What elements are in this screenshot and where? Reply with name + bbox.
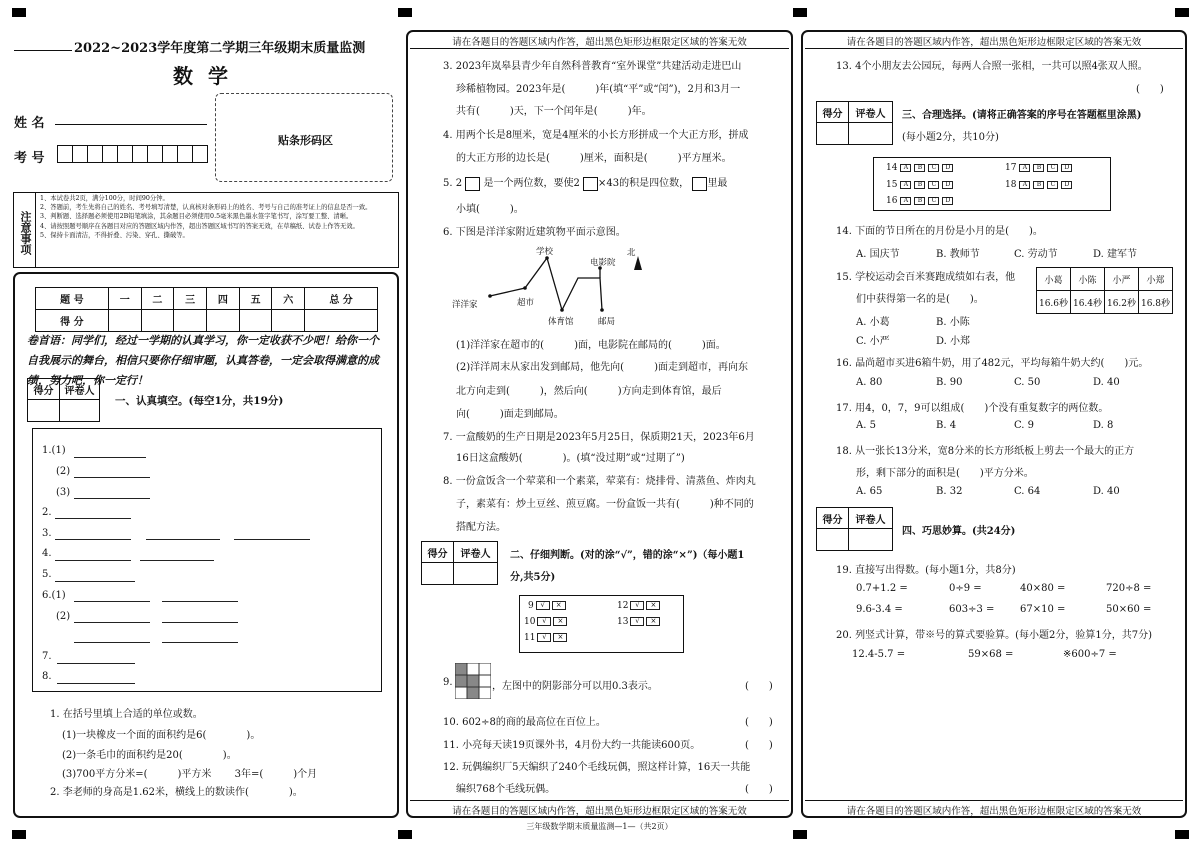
score-row-label: 得 分: [36, 310, 109, 332]
choice-option[interactable]: D: [942, 197, 953, 205]
choice-option[interactable]: C: [928, 181, 939, 189]
question-text: 子，素菜有：炒土豆丝、煎豆腐。一份盒饭一共有( )种不同的: [456, 499, 754, 510]
grader-cell[interactable]: [28, 400, 60, 422]
race-table: [1036, 267, 1173, 314]
section-3-title: 三、合理选择。(请将正确答案的序号在答题框里涂黑): [902, 110, 1142, 121]
grader-score-label: 得分: [28, 379, 60, 400]
grader-box: [816, 507, 893, 551]
question-text: 16. 晶尚超市买进6箱牛奶，用了482元，平均每箱牛奶大约( )元。: [836, 358, 1149, 369]
question-text: (1)洋洋家在超市的( )面，电影院在邮局的( )面。: [456, 340, 726, 351]
judge-row: [524, 633, 567, 643]
answer-line[interactable]: [55, 539, 131, 540]
grader-score-label: 得分: [817, 508, 849, 529]
notice-label: 注意事项: [14, 193, 36, 267]
answer-label: 4.: [42, 548, 52, 559]
question-text: 11. 小亮每天读19页课外书，4月份大约一共能读600页。: [443, 740, 701, 751]
score-head: 总 分: [305, 288, 378, 310]
check-option[interactable]: √: [537, 633, 551, 642]
calc-item: 40×80 =: [1020, 583, 1066, 594]
question-text: 18. 从一张长13分米，宽8分米的长方形纸板上剪去一个最大的正方: [836, 446, 1135, 457]
calc-item: 0÷9 =: [949, 583, 982, 594]
question-text: 4. 用两个长是8厘米，宽是4厘米的小长方形拼成一个大正方形，拼成: [443, 130, 749, 141]
answer-line[interactable]: [57, 683, 135, 684]
section-4-title: 四、巧思妙算。(共24分): [902, 526, 1016, 537]
score-head: 四: [206, 288, 239, 310]
judge-num: 13: [617, 617, 629, 627]
divider: [410, 48, 789, 49]
divider: [805, 48, 1183, 49]
warning-text: 请在各题目的答题区域内作答，超出黑色矩形边框限定区域的答案无效: [846, 806, 1142, 817]
answer-line[interactable]: [74, 477, 150, 478]
notice-item: 1、本试卷共2页，满分100分，时间90分钟。: [40, 195, 169, 202]
id-boxes[interactable]: [57, 145, 208, 163]
option-text: C. 劳动节: [1014, 249, 1058, 260]
question-text: 3. 2023年岚皋县青少年自然科普教育“室外课堂”共建活动走进巴山: [443, 61, 742, 72]
choice-option[interactable]: A: [900, 197, 911, 205]
name-label: 姓 名: [14, 116, 45, 131]
calc-item: 67×10 =: [1020, 604, 1066, 615]
question-text: (1)一块橡皮一个面的面积约是6( )。: [62, 730, 261, 741]
grid-figure: [455, 663, 491, 699]
answer-label: 6.(1): [42, 590, 66, 601]
registration-mark: [1175, 8, 1189, 17]
cross-option[interactable]: ×: [552, 601, 566, 610]
question-text: 搭配方法。: [456, 522, 506, 533]
grader-person-label: 评卷人: [454, 542, 498, 563]
choice-option[interactable]: B: [914, 197, 925, 205]
answer-paren[interactable]: ( ): [745, 717, 773, 728]
choice-option[interactable]: A: [1019, 164, 1030, 172]
answer-line[interactable]: [234, 539, 310, 540]
grader-cell[interactable]: [817, 123, 849, 145]
question-text: 6. 下图是洋洋家附近建筑物平面示意图。: [443, 227, 626, 238]
race-time: 16.6秒: [1037, 291, 1071, 314]
registration-mark: [12, 8, 26, 17]
cross-option[interactable]: ×: [646, 601, 660, 610]
option-text: B. 32: [936, 486, 963, 497]
notice-item: 3、判断题、选择题必须使用2B铅笔填涂，其余题目必须使用0.5毫米黑色墨水签字笔书写，涂写要工整、清晰。: [40, 213, 353, 221]
q5-part: 里最: [707, 178, 728, 189]
answer-line[interactable]: [140, 560, 214, 561]
score-head: 五: [239, 288, 272, 310]
option-text: B. 90: [936, 377, 963, 388]
grader-box: [27, 378, 100, 422]
option-text: D. 小郑: [936, 336, 971, 347]
answer-paren[interactable]: ( ): [745, 740, 773, 751]
calc-item: 9.6-3.4 =: [856, 604, 903, 615]
choice-num: 17: [1005, 163, 1017, 173]
calc-item: 720÷8 =: [1106, 583, 1152, 594]
option-text: D. 8: [1093, 420, 1114, 431]
warning-text: 请在各题目的答题区域内作答，超出黑色矩形边框限定区域的答案无效: [452, 37, 747, 48]
judge-row: [617, 601, 660, 611]
question-text: 20. 列竖式计算，带※号的算式要验算。(每小题2分，验算1分，共7分): [836, 630, 1152, 641]
answer-line[interactable]: [55, 560, 131, 561]
registration-mark: [12, 830, 26, 839]
option-text: D. 建军节: [1093, 249, 1138, 260]
notice-item: 4、请按照题号顺序在各题目对应的答题区域内作答，超出答题区域书写的答案无效，在草稿纸、试卷上作答无效。: [40, 222, 359, 230]
calc-item: 0.7+1.2 =: [856, 583, 908, 594]
question-text: 9.: [443, 677, 453, 688]
answer-line[interactable]: [74, 642, 150, 643]
choice-option[interactable]: A: [900, 164, 911, 172]
option-text: B. 教师节: [936, 249, 980, 260]
grader-score-label: 得分: [422, 542, 454, 563]
choice-num: 16: [886, 196, 898, 206]
score-cell[interactable]: [305, 310, 378, 332]
choice-option[interactable]: D: [942, 181, 953, 189]
answer-paren[interactable]: ( ): [745, 681, 773, 692]
map-label-gym: 体育馆: [548, 317, 574, 327]
cross-option[interactable]: ×: [646, 617, 660, 626]
choice-row: [886, 196, 953, 206]
question-text: 16日这盒酸奶( )。(填“没过期”或“过期了”): [456, 453, 685, 464]
question-text: 的大正方形的边长是( )厘米，面积是( )平方厘米。: [456, 153, 732, 164]
q5-part: 是一个两位数，要使2: [483, 178, 580, 189]
judge-row: [524, 617, 567, 627]
option-text: C. 50: [1014, 377, 1041, 388]
page-footer: 三年级数学期末质量监测—1—（共2页）: [526, 822, 673, 831]
map-label-post: 邮局: [598, 317, 616, 327]
score-table: [35, 287, 378, 332]
question-text: 向( )面走到邮局。: [456, 409, 564, 420]
score-cell[interactable]: [141, 310, 174, 332]
registration-mark: [1175, 830, 1189, 839]
option-text: A. 65: [856, 486, 883, 497]
answer-label: (2): [56, 611, 71, 622]
barcode-label: 贴条形码区: [278, 134, 333, 147]
q5-part: 5. 2: [443, 178, 463, 189]
question-text: (3)700平方分米=( )平方米 3年=( )个月: [62, 769, 318, 780]
judge-row: [528, 601, 566, 611]
map-label-north: 北: [627, 248, 636, 258]
choice-num: 18: [1005, 180, 1017, 190]
score-head: 一: [108, 288, 141, 310]
grader-cell[interactable]: [849, 123, 893, 145]
section-1-title: 一、认真填空。(每空1分，共19分): [115, 395, 284, 407]
judge-num: 11: [524, 633, 536, 643]
answer-label: (3): [56, 487, 71, 498]
question-text: 共有( )天，下一个闰年是( )年。: [456, 106, 652, 117]
option-text: A. 小葛: [856, 317, 890, 328]
calc-item: 603÷3 =: [949, 604, 995, 615]
divider: [410, 800, 789, 801]
option-text: A. 国庆节: [856, 249, 900, 260]
question-5: [443, 174, 727, 191]
map-label-home: 洋洋家: [452, 300, 478, 310]
question-text: 珍稀植物园。2023年是( )年(填“平”或“闰”)，2月和3月一: [456, 84, 741, 95]
blank-square[interactable]: [583, 177, 598, 191]
question-text: 14. 下面的节日所在的月份是小月的是( )。: [836, 226, 1043, 237]
intro-text: 卷首语：同学们，经过一学期的认真学习，你一定收获不少吧！给你一个自我展示的舞台，相信只要你仔细审题，认真答卷，一定会取得满意的成绩，努力吧，你一定行！: [27, 334, 379, 387]
answer-label: 5.: [42, 569, 52, 580]
notice-box: [13, 192, 399, 268]
grader-cell[interactable]: [817, 529, 849, 551]
check-option[interactable]: √: [536, 601, 550, 610]
registration-mark: [398, 8, 412, 17]
judge-num: 12: [617, 601, 629, 611]
choice-option[interactable]: B: [914, 164, 925, 172]
judge-num: 10: [524, 617, 536, 627]
choice-option[interactable]: A: [1019, 181, 1030, 189]
question-text: 13. 4个小朋友去公园玩，每两人合照一张相，一共可以照4张双人照。: [836, 61, 1148, 72]
blank-square[interactable]: [692, 177, 707, 191]
vertical-calc: 12.4-5.7 =: [852, 649, 906, 660]
race-name: 小严: [1105, 268, 1139, 291]
score-cell[interactable]: [239, 310, 272, 332]
answer-line[interactable]: [146, 539, 220, 540]
answer-line[interactable]: [55, 581, 135, 582]
choice-row: [1005, 163, 1072, 173]
question-text: 17. 用4，0，7，9可以组成( )个没有重复数字的两位数。: [836, 403, 1109, 414]
option-text: D. 40: [1093, 486, 1120, 497]
map-label-market: 超市: [517, 298, 535, 308]
north-arrow-icon: [634, 256, 642, 270]
warning-text: 请在各题目的答题区域内作答，超出黑色矩形边框限定区域的答案无效: [452, 806, 747, 817]
answer-label: 3.: [42, 528, 52, 539]
check-option[interactable]: √: [537, 617, 551, 626]
answer-line[interactable]: [57, 663, 135, 664]
grader-person-label: 评卷人: [849, 102, 893, 123]
option-text: C. 小严: [856, 336, 890, 347]
choice-num: 14: [886, 163, 898, 173]
check-option[interactable]: √: [630, 601, 644, 610]
answer-line[interactable]: [55, 518, 131, 519]
question-text: 12. 玩偶编织厂5天编织了240个毛线玩偶，照这样计算，16天一共能: [443, 762, 751, 773]
q5-part: ×43的积是四位数，: [598, 178, 690, 189]
choice-row: [886, 163, 953, 173]
answer-paren[interactable]: ( ): [745, 784, 773, 795]
section-2-title-cont: 分,共5分): [510, 572, 556, 583]
score-cell[interactable]: [206, 310, 239, 332]
race-name: 小葛: [1037, 268, 1071, 291]
id-label: 考 号: [14, 151, 45, 166]
cross-option[interactable]: ×: [553, 633, 567, 642]
choice-option[interactable]: C: [1047, 181, 1058, 189]
question-text: 15. 学校运动会百米赛跑成绩如右表，他: [836, 272, 1016, 283]
answer-label: 7.: [42, 651, 52, 662]
judge-num: 9: [528, 601, 534, 611]
choice-option[interactable]: C: [928, 197, 939, 205]
notice-items: [40, 194, 396, 240]
subject-title: 数 学: [173, 64, 232, 88]
score-head: 六: [272, 288, 305, 310]
option-text: A. 80: [856, 377, 883, 388]
grader-box: [816, 101, 893, 145]
choice-option[interactable]: C: [1047, 164, 1058, 172]
answer-line[interactable]: [74, 622, 150, 623]
question-text: 们中获得第一名的是( )。: [856, 294, 984, 305]
section-3-subtitle: (每小题2分，共10分): [902, 132, 999, 143]
question-text: 北方向走到( )，然后向( )方向走到体育馆，最后: [456, 386, 722, 397]
question-text: 小填( )。: [456, 204, 524, 215]
warning-text: 请在各题目的答题区域内作答，超出黑色矩形边框限定区域的答案无效: [846, 37, 1142, 48]
grader-cell[interactable]: [422, 563, 454, 585]
answer-label: (2): [56, 466, 71, 477]
answer-label: 8.: [42, 671, 52, 682]
score-head: 二: [141, 288, 174, 310]
question-text: 1. 在括号里填上合适的单位或数。: [50, 709, 203, 720]
answer-line[interactable]: [162, 622, 238, 623]
blank-square[interactable]: [465, 177, 480, 191]
question-text: (2)洋洋周末从家出发到邮局，他先向( )面走到超市，再向东: [456, 362, 748, 373]
choice-option[interactable]: D: [1061, 164, 1072, 172]
class-underline: [14, 50, 72, 51]
grader-box: [421, 541, 498, 585]
grader-person-label: 评卷人: [849, 508, 893, 529]
answer-line[interactable]: [74, 601, 150, 602]
judge-row: [617, 617, 660, 627]
vertical-calc: ※600÷7 =: [1063, 649, 1117, 660]
question-text: (2)一条毛巾的面积约是20( )。: [62, 750, 237, 761]
registration-mark: [793, 8, 807, 17]
choice-option[interactable]: B: [1033, 181, 1044, 189]
race-time: 16.2秒: [1105, 291, 1139, 314]
option-text: C. 9: [1014, 420, 1035, 431]
race-name: 小陈: [1071, 268, 1105, 291]
grader-score-label: 得分: [817, 102, 849, 123]
score-cell[interactable]: [272, 310, 305, 332]
score-cell[interactable]: [174, 310, 207, 332]
vertical-calc: 59×68 =: [968, 649, 1014, 660]
option-text: D. 40: [1093, 377, 1120, 388]
option-text: C. 64: [1014, 486, 1041, 497]
question-text: 2. 李老师的身高是1.62米，横线上的数读作( )。: [50, 787, 303, 798]
map-label-school: 学校: [536, 247, 554, 257]
choice-num: 15: [886, 180, 898, 190]
question-text: 7. 一盒酸奶的生产日期是2023年5月25日，保质期21天，2023年6月: [443, 432, 755, 443]
question-text: 8. 一份盒饭含一个荤菜和一个素菜，荤菜有：烧排骨、清蒸鱼、炸肉丸: [443, 476, 756, 487]
grader-person-label: 评卷人: [60, 379, 100, 400]
grader-cell[interactable]: [849, 529, 893, 551]
race-name: 小郑: [1139, 268, 1173, 291]
name-field[interactable]: [55, 124, 207, 125]
notice-item: 2、答题前，考生先将自己的姓名、考号填写清楚，认真核对条形码上的姓名、考号与自己的准考证上的信息是否一致。: [40, 204, 372, 212]
choice-option[interactable]: B: [1033, 164, 1044, 172]
answer-line[interactable]: [74, 498, 150, 499]
notice-item: 5、保持卡面清洁，不得折叠、污染、穿孔、撕破等。: [40, 231, 189, 239]
question-text: 10. 602÷8的商的最高位在百位上。: [443, 717, 606, 728]
section-2-title: 二、仔细判断。(对的涂“√”，错的涂“×”)（每小题1: [510, 550, 745, 561]
option-text: B. 小陈: [936, 317, 970, 328]
registration-mark: [793, 830, 807, 839]
score-head: 三: [174, 288, 207, 310]
question-text: 编织768个毛线玩偶。: [456, 784, 556, 795]
answer-line[interactable]: [162, 601, 238, 602]
choice-option[interactable]: D: [1061, 181, 1072, 189]
answer-line[interactable]: [162, 642, 238, 643]
question-text: 形，剩下部分的面积是( )平方分米。: [856, 468, 1034, 479]
choice-option[interactable]: C: [928, 164, 939, 172]
question-text: 19. 直接写出得数。(每小题1分，共8分): [836, 565, 1016, 576]
divider: [805, 800, 1183, 801]
choice-option[interactable]: B: [914, 181, 925, 189]
score-head: 题 号: [36, 288, 109, 310]
calc-item: 50×60 =: [1106, 604, 1152, 615]
choice-row: [886, 180, 953, 190]
choice-option[interactable]: D: [942, 164, 953, 172]
check-option[interactable]: √: [630, 617, 644, 626]
race-time: 16.4秒: [1071, 291, 1105, 314]
map-label-cinema: 电影院: [590, 258, 616, 268]
grader-cell[interactable]: [454, 563, 498, 585]
score-cell[interactable]: [108, 310, 141, 332]
option-text: B. 4: [936, 420, 957, 431]
choice-option[interactable]: A: [900, 181, 911, 189]
cross-option[interactable]: ×: [553, 617, 567, 626]
question-text: ，左图中的阴影部分可以用0.3表示。: [492, 681, 658, 692]
answer-label: 2.: [42, 507, 52, 518]
grader-cell[interactable]: [60, 400, 100, 422]
race-time: 16.8秒: [1139, 291, 1173, 314]
option-text: A. 5: [856, 420, 876, 431]
exam-title: 2022~2023学年度第二学期三年级期末质量监测: [74, 41, 366, 56]
answer-paren[interactable]: ( ): [1136, 84, 1164, 95]
answer-line[interactable]: [74, 457, 146, 458]
answer-label: 1.(1): [42, 445, 66, 456]
choice-row: [1005, 180, 1072, 190]
